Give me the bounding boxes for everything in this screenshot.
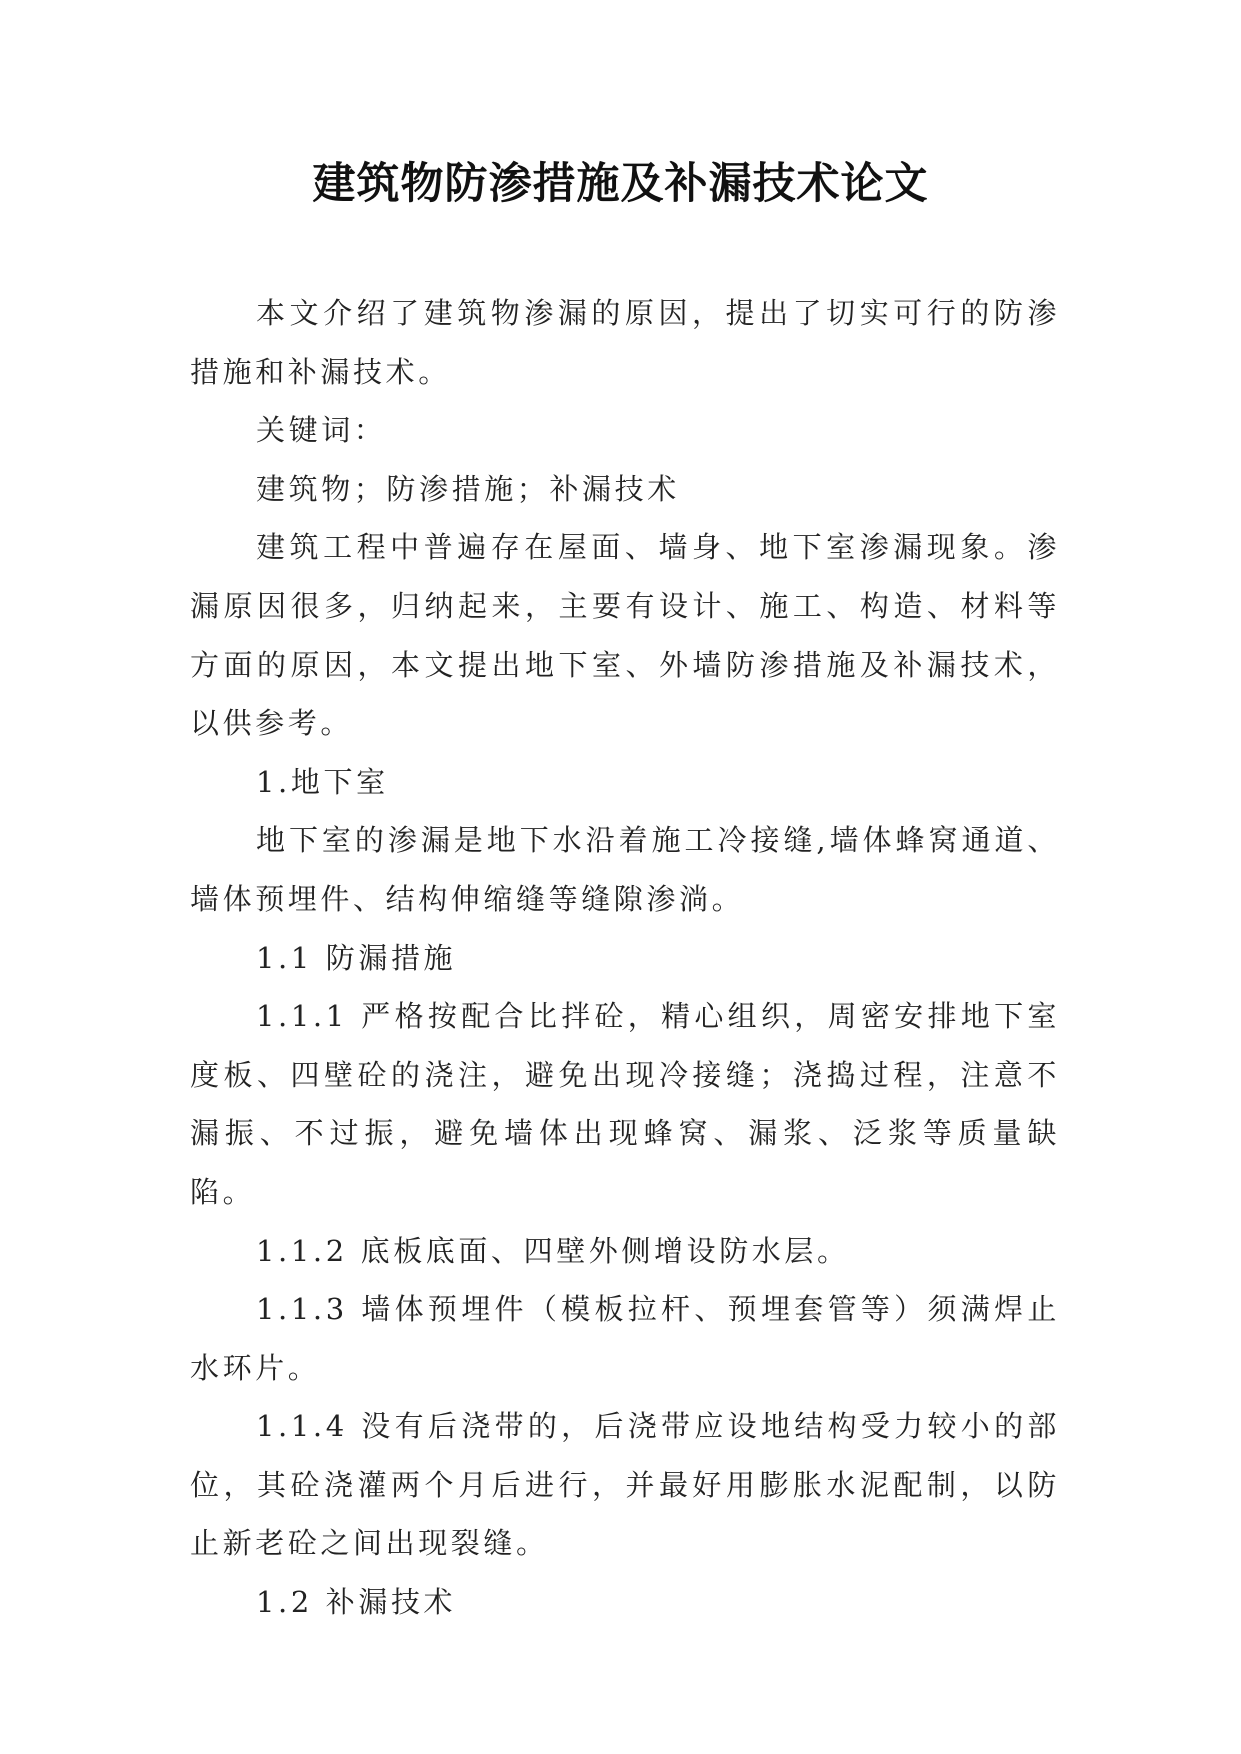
- prevention-item-3: 1.1.3 墙体预埋件（模板拉杆、预埋套管等）须满焊止水环片。: [190, 1292, 1060, 1385]
- keywords-label: 关键词：: [256, 413, 387, 448]
- intro-paragraph: 建筑工程中普遍存在屋面、墙身、地下室渗漏现象。渗漏原因很多，归纳起来，主要有设计、施工、构造、材料等方面的原因，本文提出地下室、外墙防渗措施及补漏技术，以供参考。: [190, 530, 1060, 741]
- document-title: 建筑物防渗措施及补漏技术论文: [312, 159, 929, 209]
- prevention-item-4: 1.1.4 没有后浇带的，后浇带应设地结构受力较小的部位，其砼浇灌两个月后进行，并最好用膨胀水泥配制，以防止新老砼之间出现裂缝。: [190, 1409, 1060, 1561]
- prevention-item-2: 1.1.2 底板底面、四壁外侧增设防水层。: [256, 1233, 850, 1268]
- prevention-item-1: 1.1.1 严格按配合比拌砼，精心组织，周密安排地下室度板、四壁砼的浇注，避免出现冷接缝；浇捣过程，注意不漏振、不过振，避免墙体出现蜂窝、漏浆、泛浆等质量缺陷。: [190, 999, 1060, 1209]
- subsection-heading-prevention: 1.1 防漏措施: [256, 940, 457, 975]
- document-body: [190, 284, 1060, 1632]
- abstract-paragraph: 本文介绍了建筑物渗漏的原因，提出了切实可行的防渗措施和补漏技术。: [190, 296, 1060, 389]
- basement-paragraph: 地下室的渗漏是地下水沿着施工冷接缝,墙体蜂窝通道、墙体预埋件、结构伸缩缝等缝隙渗淌。: [190, 823, 1060, 916]
- section-heading-basement: 1.地下室: [256, 764, 389, 799]
- subsection-heading-repair: 1.2 补漏技术: [256, 1585, 457, 1620]
- keywords-list: 建筑物；防渗措施；补漏技术: [256, 471, 680, 506]
